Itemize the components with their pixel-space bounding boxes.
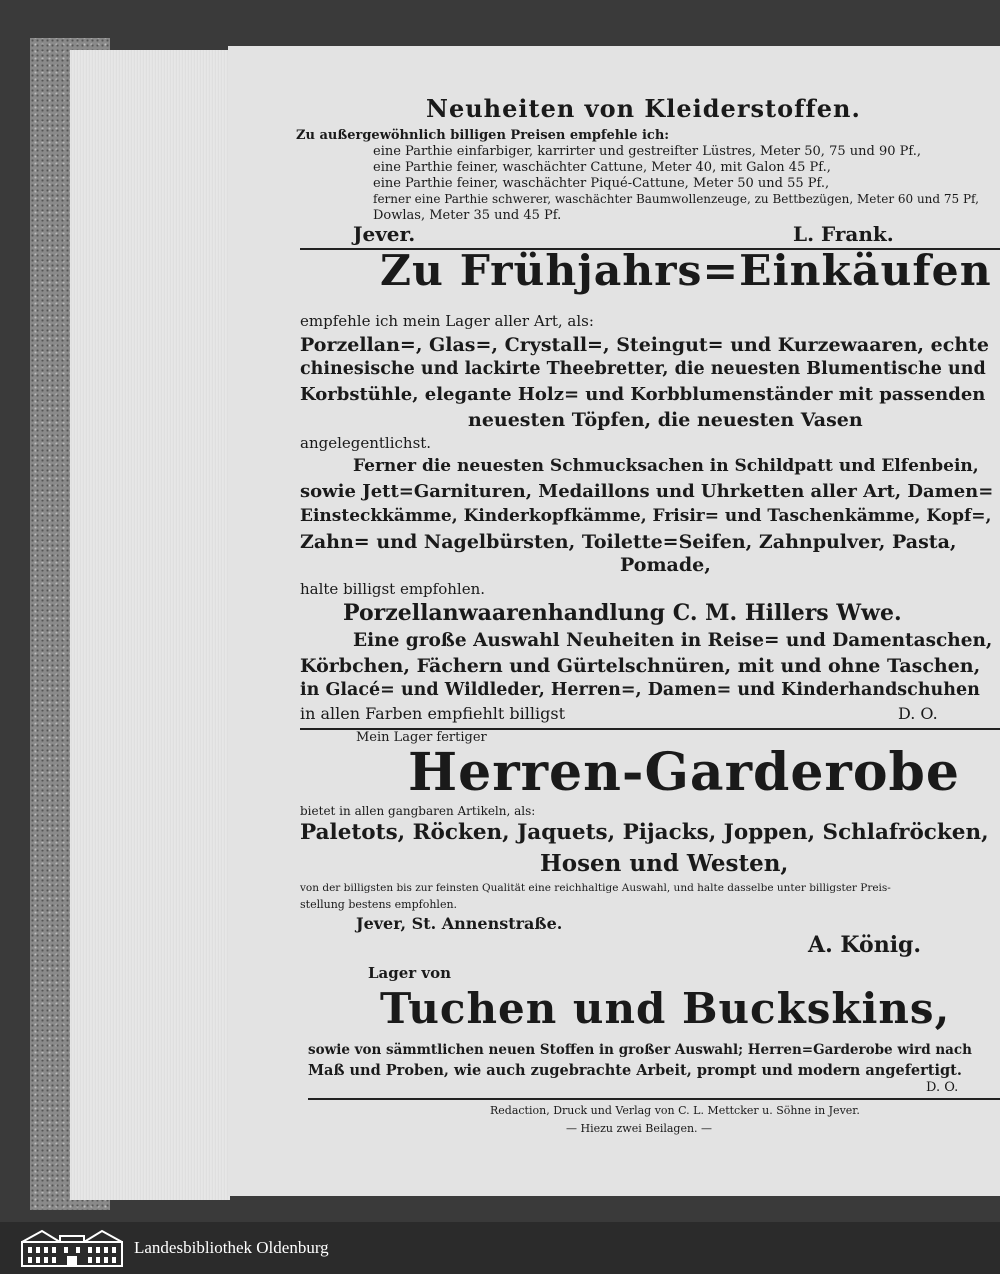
ad1-item: eine Parthie einfarbiger, karrirter und gestreifter Lüstres, Meter 50, 75 und 90 Pf.,: [373, 144, 921, 159]
ad4-title: Tuchen und Buckskins,: [380, 984, 951, 1033]
footer-bar: [0, 1222, 1000, 1274]
ad1-intro: Zu außergewöhnlich billigen Preisen empfehle ich:: [296, 128, 670, 143]
ad2-line: chinesische und lackirte Theebretter, die neuesten Blumentische und: [300, 359, 986, 379]
ad2-line: Korbstühle, elegante Holz= und Korbblumenständer mit passenden: [300, 384, 986, 405]
ad3-text: stellung bestens empfohlen.: [300, 898, 458, 911]
library-building-icon: [20, 1228, 124, 1268]
ad1-place: Jever.: [353, 222, 416, 246]
divider: [308, 1098, 1000, 1100]
ad3-signature: A. König.: [808, 932, 922, 958]
ad1-item: Dowlas, Meter 35 und 45 Pf.: [373, 208, 562, 223]
ad1-signature: L. Frank.: [793, 222, 894, 246]
ad2-line: neuesten Töpfen, die neuesten Vasen: [468, 409, 863, 431]
ad2-title: Zu Frühjahrs=Einkäufen: [380, 246, 992, 296]
ad3-intro: Mein Lager fertiger: [356, 730, 487, 745]
imprint-line2: — Hiezu zwei Beilagen. —: [566, 1122, 713, 1135]
ad4-line: Maß und Proben, wie auch zugebrachte Arbeit, prompt und modern angefertigt.: [308, 1062, 962, 1079]
ad2-line2: sowie Jett=Garnituren, Medaillons und Uhrketten aller Art, Damen=: [300, 481, 994, 502]
ad2-line: Porzellan=, Glas=, Crystall=, Steingut= und Kurzewaaren, echte: [300, 334, 990, 356]
ad3-line: Paletots, Röcken, Jaquets, Pijacks, Joppen, Schlafröcken,: [300, 820, 989, 845]
ad2-line3: Eine große Auswahl Neuheiten in Reise= und Damentaschen,: [353, 630, 993, 651]
ad3-sub: bietet in allen gangbaren Artikeln, als:: [300, 804, 536, 818]
library-name: Landesbibliothek Oldenburg: [134, 1238, 329, 1257]
ad4-line: sowie von sämmtlichen neuen Stoffen in großer Auswahl; Herren=Garderobe wird nach: [308, 1042, 972, 1058]
imprint-line1: Redaction, Druck und Verlag von C. L. Mettcker u. Söhne in Jever.: [490, 1104, 860, 1117]
ad2-closing2: halte billigst empfohlen.: [300, 580, 486, 598]
newspaper-page: [228, 46, 1000, 1196]
ad2-line2: Zahn= und Nagelbürsten, Toilette=Seifen, Zahnpulver, Pasta,: [300, 531, 957, 553]
ad2-line2: Ferner die neuesten Schmucksachen in Schildpatt und Elfenbein,: [353, 456, 979, 476]
ad2-line3: Körbchen, Fächern und Gürtelschnüren, mit und ohne Taschen,: [300, 655, 981, 677]
ad2-line3: in Glacé= und Wildleder, Herren=, Damen= und Kinderhandschuhen: [300, 680, 980, 700]
ad1-item: ferner eine Parthie schwerer, waschächter Baumwollenzeuge, zu Bettbezügen, Meter 60 und 75 Pf,: [373, 192, 979, 206]
ad3-title: Herren-Garderobe: [408, 742, 960, 803]
ad1-title: Neuheiten von Kleiderstoffen.: [426, 94, 861, 123]
ad4-do: D. O.: [926, 1080, 959, 1095]
ad3-text: von der billigsten bis zur feinsten Qualität eine reichhaltige Auswahl, und halte dasselbe unter billigster Preis-: [300, 882, 891, 894]
ad2-closing: angelegentlichst.: [300, 434, 432, 452]
ad2-signature: Porzellanwaarenhandlung C. M. Hillers Wwe.: [343, 600, 902, 626]
ad2-intro: empfehle ich mein Lager aller Art, als:: [300, 312, 594, 330]
page-edges: [70, 50, 230, 1200]
ad2-do: D. O.: [898, 704, 938, 723]
ad3-line: Hosen und Westen,: [540, 850, 789, 877]
ad4-intro: Lager von: [368, 964, 452, 982]
ad1-item: eine Parthie feiner, waschächter Cattune, Meter 40, mit Galon 45 Pf.,: [373, 160, 831, 175]
ad1-item: eine Parthie feiner, waschächter Piqué-Cattune, Meter 50 und 55 Pf.,: [373, 176, 830, 191]
ad2-line2: Einsteckkämme, Kinderkopfkämme, Frisir= und Taschenkämme, Kopf=,: [300, 506, 992, 526]
ad2-line2: Pomade,: [620, 554, 711, 576]
ad2-line3: in allen Farben empfiehlt billigst: [300, 704, 565, 723]
ad3-place: Jever, St. Annenstraße.: [356, 914, 563, 933]
